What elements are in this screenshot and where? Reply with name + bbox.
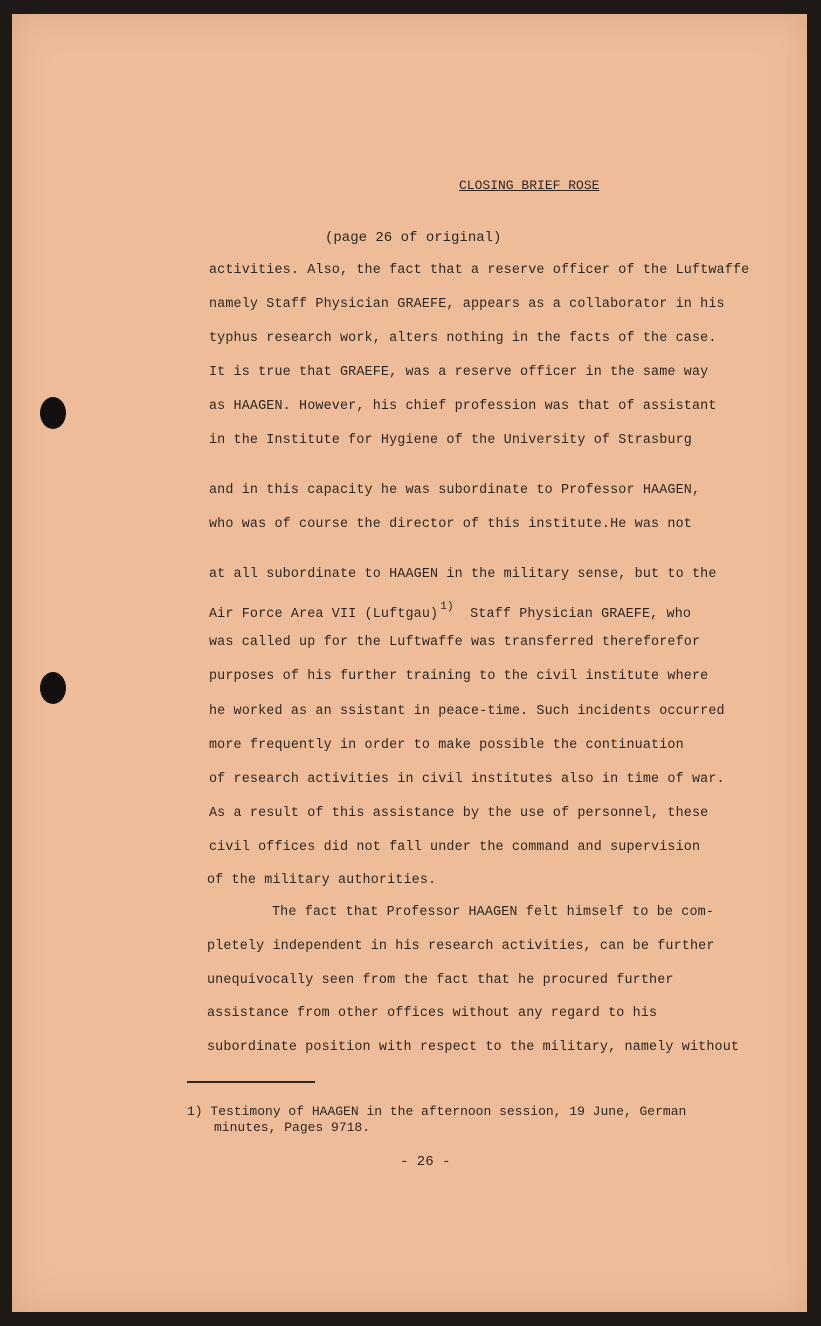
punch-hole [40,672,66,704]
footnote-marker: 1) [187,1104,203,1119]
document-page [12,14,807,1312]
body-line: pletely independent in his research activities, can be further [207,939,715,954]
body-line: It is true that GRAEFE, was a reserve officer in the same way [209,365,709,380]
body-line-with-footnote [209,601,691,622]
body-line: subordinate position with respect to the military, namely without [207,1040,740,1055]
body-line: assistance from other offices without any regard to his [207,1006,658,1021]
footnote-text: minutes, Pages 9718. [214,1120,371,1135]
body-line: purposes of his further training to the civil institute where [209,669,709,684]
body-line: The fact that Professor HAAGEN felt himself to be com- [272,905,715,920]
body-line: in the Institute for Hygiene of the University of Strasburg [209,433,692,448]
body-line: of research activities in civil institutes also in time of war. [209,772,725,787]
punch-hole [40,397,66,429]
body-text: Air Force Area VII (Luftgau) [209,607,439,622]
footnote-text: Testimony of HAAGEN in the afternoon session, 19 June, German [210,1104,687,1119]
body-line: was called up for the Luftwaffe was transferred thereforefor [209,635,701,650]
body-line: at all subordinate to HAAGEN in the military sense, but to the [209,567,717,582]
footnote-reference: 1) [440,601,454,613]
body-line: as HAAGEN. However, his chief profession was that of assistant [209,399,717,414]
page-number: - 26 - [400,1154,451,1170]
body-line: namely Staff Physician GRAEFE, appears as a collaborator in his [209,297,725,312]
body-line: more frequently in order to make possible the continuation [209,738,684,753]
body-line: typhus research work, alters nothing in the facts of the case. [209,331,717,346]
body-line: As a result of this assistance by the use of personnel, these [209,806,709,821]
footnote-divider [187,1081,315,1083]
body-line: of the military authorities. [207,873,437,888]
body-line: who was of course the director of this institute.He was not [209,517,692,532]
body-line: civil offices did not fall under the command and supervision [209,840,701,855]
page-reference: (page 26 of original) [325,230,502,246]
document-title: CLOSING BRIEF ROSE [459,178,600,193]
body-line: and in this capacity he was subordinate to Professor HAAGEN, [209,483,701,498]
body-line: he worked as an ssistant in peace-time. Such incidents occurred [209,704,725,719]
body-line: unequivocally seen from the fact that he procured further [207,973,674,988]
body-line: activities. Also, the fact that a reserve officer of the Luftwaffe [209,263,750,278]
body-text: Staff Physician GRAEFE, who [470,607,692,622]
footnote-line [187,1104,686,1119]
